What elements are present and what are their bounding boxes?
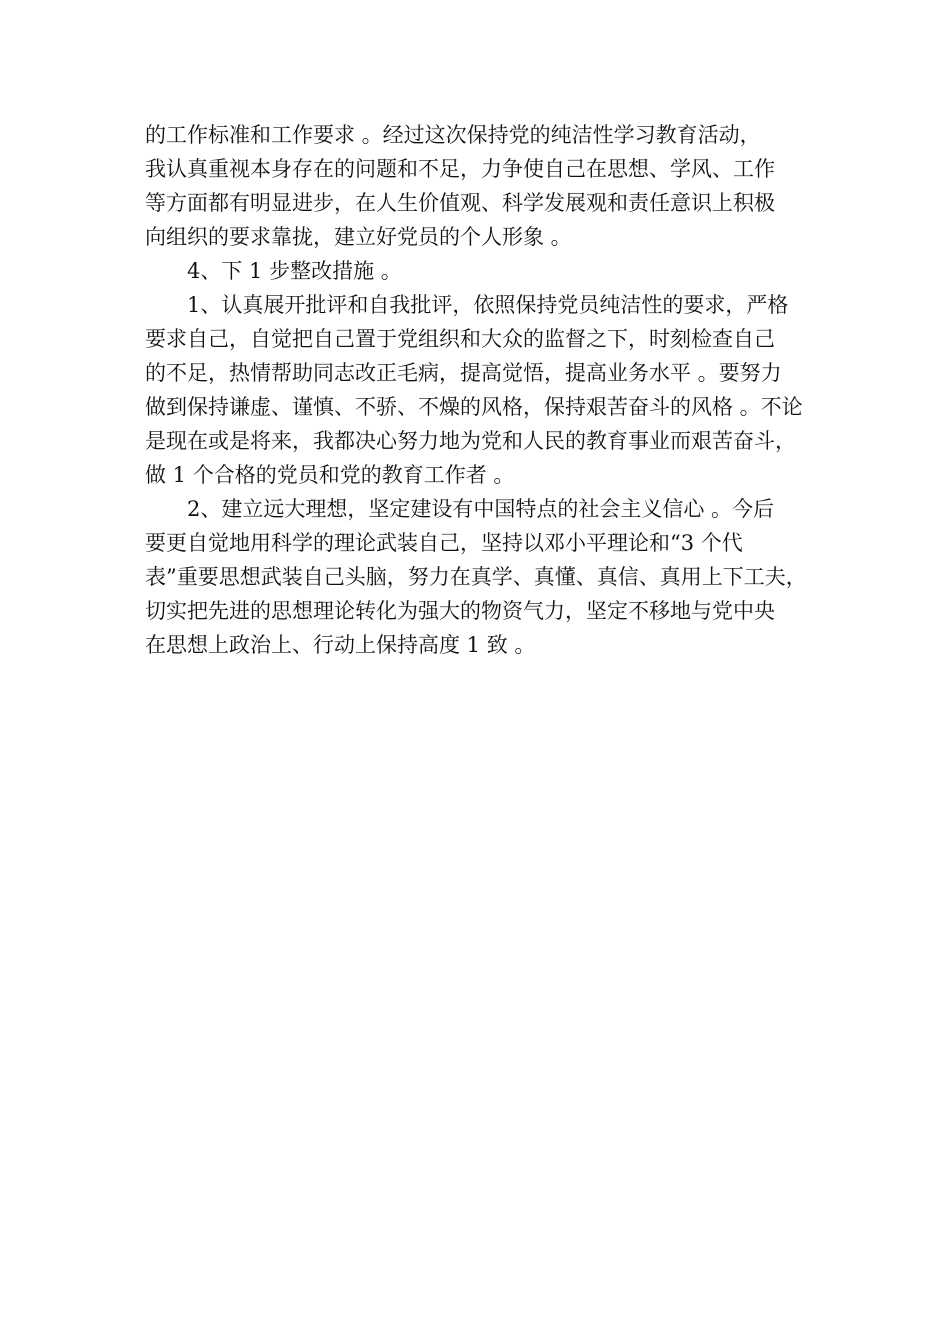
text-line: 做到保持谦虚、谨慎、不骄、不燥的风格，保持艰苦奋斗的风格 。不论 bbox=[145, 395, 803, 419]
text-line: 做 1 个合格的党员和党的教育工作者 。 bbox=[145, 463, 515, 487]
text-line: 是现在或是将来，我都决心努力地为党和人民的教育事业而艰苦奋斗， bbox=[145, 429, 796, 453]
text-line: 我认真重视本身存在的问题和不足，力争使自己在思想、学风、工作 bbox=[145, 157, 775, 181]
text-line: 向组织的要求靠拢，建立好党员的个人形象 。 bbox=[145, 225, 572, 249]
text-line: 要更自觉地用科学的理论武装自己，坚持以邓小平理论和“3 个代 bbox=[145, 531, 743, 555]
body-text bbox=[145, 118, 835, 662]
text-line: 表”重要思想武装自己头脑，努力在真学、真懂、真信、真用上下工夫， bbox=[145, 565, 807, 589]
text-line: 等方面都有明显进步，在人生价值观、科学发展观和责任意识上积极 bbox=[145, 191, 775, 215]
text-line: 的工作标准和工作要求 。经过这次保持党的纯洁性学习教育活动， bbox=[145, 123, 761, 147]
section-heading: 4、下 1 步整改措施 。 bbox=[187, 259, 402, 283]
text-line: 1、认真展开批评和自我批评，依照保持党员纯洁性的要求，严格 bbox=[187, 293, 789, 317]
text-line: 的不足，热情帮助同志改正毛病，提高觉悟，提高业务水平 。要努力 bbox=[145, 361, 782, 385]
text-line: 在思想上政治上、行动上保持高度 1 致 。 bbox=[145, 633, 536, 657]
text-line: 要求自己，自觉把自己置于党组织和大众的监督之下，时刻检查自己 bbox=[145, 327, 775, 351]
text-line: 2、建立远大理想，坚定建设有中国特点的社会主义信心 。今后 bbox=[187, 497, 775, 521]
text-line: 切实把先进的思想理论转化为强大的物资气力，坚定不移地与党中央 bbox=[145, 599, 775, 623]
